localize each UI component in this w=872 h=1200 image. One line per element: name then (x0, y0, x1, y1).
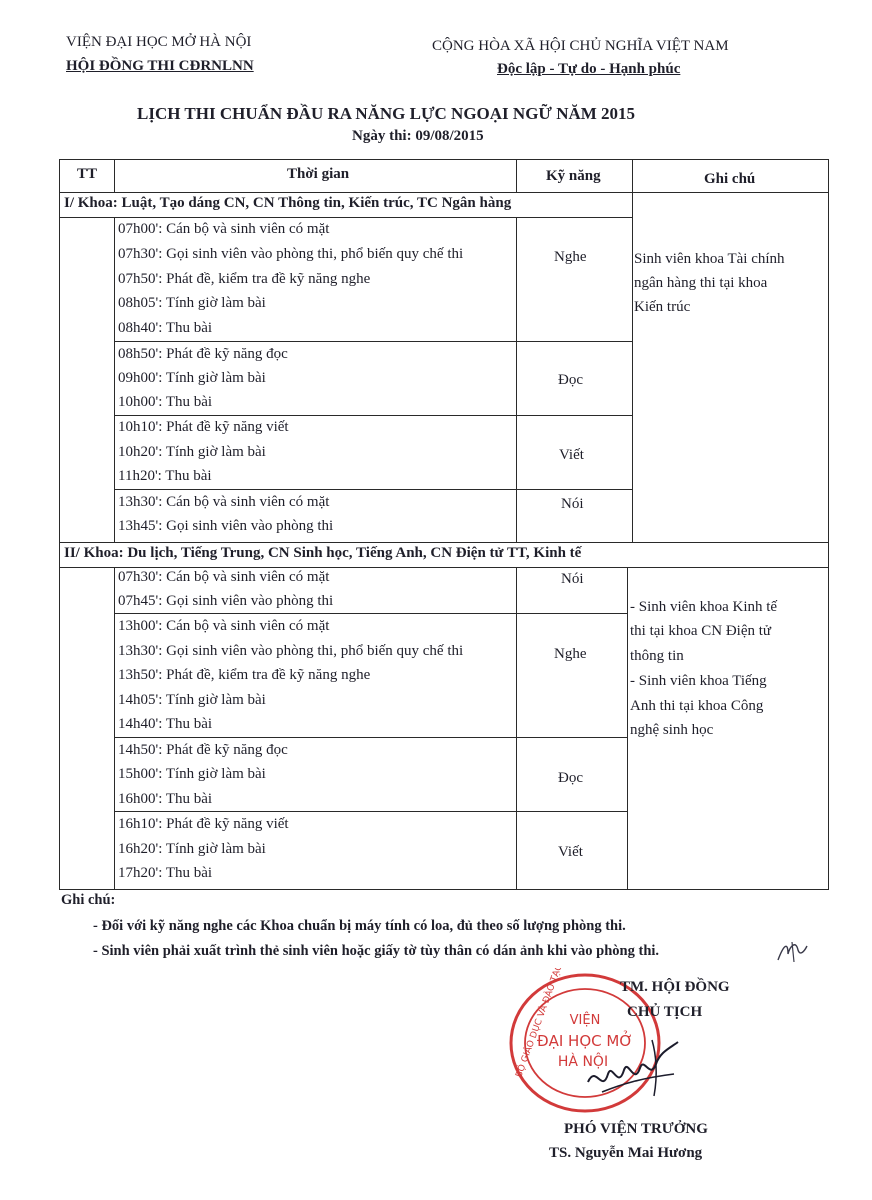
section1-row-sep-1 (114, 341, 632, 342)
s2-b3-r0: 16h10': Phát đề kỹ năng viết (118, 816, 289, 832)
s1-b1-r0: 08h50': Phát đề kỹ năng đọc (118, 346, 288, 362)
s2-b2-skill: Đọc (558, 770, 583, 786)
s2-note-line-4: Anh thi tại khoa Công (630, 698, 764, 714)
col-sep-skill (516, 159, 517, 192)
s1-b1-skill: Đọc (558, 372, 583, 388)
institute-name: VIỆN ĐẠI HỌC MỞ HÀ NỘI (66, 34, 252, 50)
s1-b2-r0: 10h10': Phát đề kỹ năng viết (118, 419, 289, 435)
s1-b3-r0: 13h30': Cán bộ và sinh viên có mặt (118, 494, 330, 510)
s1-b2-r2: 11h20': Thu bài (118, 468, 212, 484)
s1-b0-r2: 07h50': Phát đề, kiểm tra đề kỹ năng nghe (118, 271, 371, 287)
header-skill: Kỹ năng (546, 168, 601, 184)
national-motto (497, 61, 680, 78)
stamp-text-2: ĐẠI HỌC MỞ (536, 1032, 634, 1050)
s2-b0-r1: 07h45': Gọi sinh viên vào phòng thi (118, 593, 334, 609)
section2-heading: II/ Khoa: Du lịch, Tiếng Trung, CN Sinh học, Tiếng Anh, CN Điện tử TT, Kinh tế (64, 545, 582, 561)
s1-b2-skill: Viết (559, 447, 584, 463)
s1-b3-skill: Nói (561, 496, 584, 512)
s1-b1-r2: 10h00': Thu bài (118, 394, 213, 410)
s2-note-line-5: nghệ sinh học (630, 722, 714, 738)
table-border-bottom (59, 889, 829, 890)
table-border-left (59, 159, 60, 890)
signature-line-2: CHỦ TỊCH (627, 1004, 703, 1020)
s2-note-line-0: - Sinh viên khoa Kinh tế (630, 599, 778, 615)
section2-row-sep-3 (114, 811, 627, 812)
s2-note-line-1: thi tại khoa CN Điện tử (630, 623, 772, 639)
note-item-2: - Sinh viên phải xuất trình thẻ sinh viên hoặc giấy tờ tùy thân có dán ảnh khi vào phòng thi. (93, 943, 660, 959)
stamp-text-ring: BỘ GIÁO DỤC VÀ ĐÀO TẠO (514, 968, 566, 1080)
s1-b0-r1: 07h30': Gọi sinh viên vào phòng thi, phổ biến quy chế thi (118, 246, 464, 262)
section2-row-sep-2 (114, 737, 627, 738)
document-title: LỊCH THI CHUẨN ĐẦU RA NĂNG LỰC NGOẠI NGỮ NĂM 2015 (137, 104, 636, 123)
section2-col-skill (516, 567, 517, 889)
s2-b1-r3: 14h05': Tính giờ làm bài (118, 692, 266, 708)
section1-row-sep-2 (114, 415, 632, 416)
s2-b1-r2: 13h50': Phát đề, kiểm tra đề kỹ năng nghe (118, 667, 371, 683)
s2-b3-r1: 16h20': Tính giờ làm bài (118, 841, 266, 857)
s2-b2-r1: 15h00': Tính giờ làm bài (118, 766, 266, 782)
s2-note-line-3: - Sinh viên khoa Tiếng (630, 673, 767, 689)
signature-line-1: TM. HỘI ĐỒNG (620, 979, 730, 995)
council-name-text: HỘI ĐỒNG THI CĐRNLNN (66, 58, 254, 74)
s1-b3-r1: 13h45': Gọi sinh viên vào phòng thi (118, 518, 334, 534)
s1-b0-r4: 08h40': Thu bài (118, 320, 213, 336)
signature-position: PHÓ VIỆN TRƯỞNG (564, 1121, 708, 1137)
col-sep-tt-header (114, 159, 115, 192)
signature-scribble (582, 1034, 692, 1109)
s1-note-line-2: Kiến trúc (634, 299, 691, 315)
signature-name: TS. Nguyễn Mai Hương (549, 1145, 703, 1161)
s2-b0-skill: Nói (561, 571, 584, 587)
national-motto-text: Độc lập - Tự do - Hạnh phúc (497, 61, 681, 77)
s1-b0-skill: Nghe (554, 249, 587, 265)
national-title: CỘNG HÒA XÃ HỘI CHỦ NGHĨA VIỆT NAM (432, 38, 729, 54)
table-border-top (59, 159, 829, 160)
stamp-text-3: HÀ NỘI (557, 1054, 609, 1070)
s2-note-line-2: thông tin (630, 648, 684, 664)
section1-heading: I/ Khoa: Luật, Tạo dáng CN, CN Thông tin, Kiến trúc, TC Ngân hàng (64, 195, 512, 211)
section1-col-note (632, 217, 633, 542)
stamp-text-1: VIỆN (569, 1013, 601, 1028)
section2-col-note (627, 567, 628, 889)
s2-b1-skill: Nghe (554, 646, 587, 662)
council-name (66, 58, 254, 75)
section2-col-tt (114, 567, 115, 889)
section2-row-sep-1 (114, 613, 627, 614)
exam-date: Ngày thi: 09/08/2015 (352, 128, 484, 144)
s2-b3-r2: 17h20': Thu bài (118, 865, 213, 881)
table-border-right (828, 159, 829, 890)
table-border-header-bottom (59, 192, 829, 193)
initial-mark (774, 938, 810, 971)
note-item-1: - Đối với kỹ năng nghe các Khoa chuẩn bị máy tính có loa, đủ theo số lượng phòng thi. (93, 918, 626, 934)
col-sep-note (632, 159, 633, 217)
section1-col-tt (114, 217, 115, 542)
initial-scribble-icon (774, 938, 810, 966)
notes-heading: Ghi chú: (61, 892, 116, 908)
s1-note-line-0: Sinh viên khoa Tài chính (634, 251, 785, 267)
s2-b1-r1: 13h30': Gọi sinh viên vào phòng thi, phổ biến quy chế thi (118, 643, 464, 659)
s1-b0-r3: 08h05': Tính giờ làm bài (118, 295, 266, 311)
section1-row-sep-3 (114, 489, 632, 490)
section2-heading-top (59, 542, 829, 543)
header-tt: TT (77, 166, 98, 182)
s2-b0-r0: 07h30': Cán bộ và sinh viên có mặt (118, 569, 330, 585)
section1-col-skill (516, 217, 517, 542)
s2-b1-r4: 14h40': Thu bài (118, 716, 213, 732)
header-note: Ghi chú (704, 171, 756, 187)
header-time: Thời gian (287, 166, 350, 182)
s1-b2-r1: 10h20': Tính giờ làm bài (118, 444, 266, 460)
s1-b1-r1: 09h00': Tính giờ làm bài (118, 370, 266, 386)
s2-b2-r2: 16h00': Thu bài (118, 791, 213, 807)
s2-b2-r0: 14h50': Phát đề kỹ năng đọc (118, 742, 288, 758)
section1-heading-bottom (59, 217, 632, 218)
s1-note-line-1: ngân hàng thi tại khoa (634, 275, 768, 291)
s2-b3-skill: Viết (558, 844, 583, 860)
s2-b1-r0: 13h00': Cán bộ và sinh viên có mặt (118, 618, 330, 634)
handwritten-signature-icon (582, 1034, 692, 1104)
s1-b0-r0: 07h00': Cán bộ và sinh viên có mặt (118, 221, 330, 237)
